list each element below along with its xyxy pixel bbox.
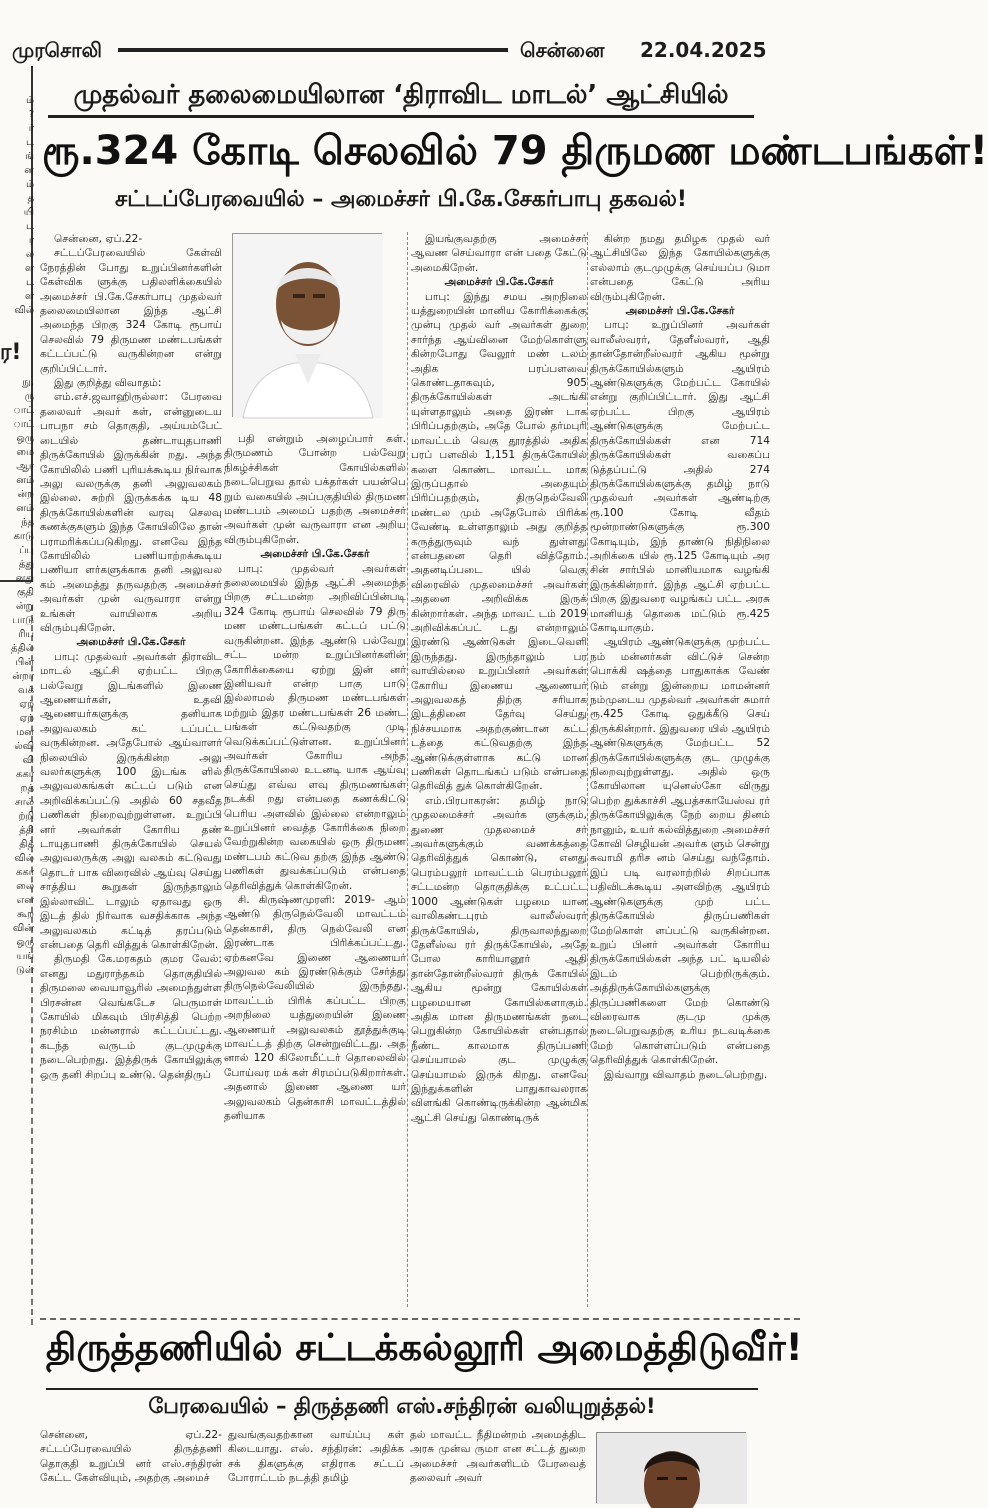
speaker-name: அமைச்சர் பி.கே.சேகர் bbox=[76, 636, 186, 649]
story-headline: ரூ.324 கோடி செலவில் 79 திருமண மண்டபங்கள்! bbox=[42, 128, 988, 174]
speaker-name: அமைச்சர் பி.கே.சேகர் bbox=[625, 305, 735, 318]
adjacent-story-line: த்து bbox=[18, 559, 34, 570]
newspaper-name: முரசொலி bbox=[12, 38, 102, 62]
adjacent-story-line: டுள் bbox=[16, 965, 34, 976]
adjacent-story-line: ர bbox=[28, 235, 34, 246]
second-story-column-2: துவங்குவதற்கான வாய்ப்பு கள் கிடையாது. எஸ். சந்திரன்: அதிக்க சக் திகளுக்கு எதிராக சட்டப் போராட்டம் நடத்தி தமிழ் bbox=[228, 1429, 404, 1485]
adjacent-story-line: குதி bbox=[16, 587, 34, 598]
story-column-1 bbox=[40, 232, 222, 1305]
adjacent-story-line: ள bbox=[24, 291, 34, 302]
adjacent-story-line: ப்பு bbox=[19, 545, 34, 556]
adjacent-story-line: மன bbox=[16, 727, 34, 738]
adjacent-story-line: றத் bbox=[20, 783, 34, 794]
masthead-date: 22.04.2025 bbox=[640, 38, 767, 62]
paragraph: திருமதி கே.மரகதம் குமர வேல்: எனது மதுராந்தகம் தொகுதியில் திருமலை வையாவூரில் அமைந்துள்ள பிரசன்ன வெங்கடேச பெருமாள் கோயில் மிகவும் பிரசித்தி பெற்ற நரசிம்ம மன்னரால் கட்டப்பட்டது. கடந்த வருடம் குடமுழுக்கு நடைபெற்றது. இத்திருக் கோயிலுக்கு ஒரு தனி சிறப்பு உண்டு. தென்திருப் bbox=[40, 953, 222, 1081]
adjacent-story-line: ாட் bbox=[13, 405, 34, 416]
adjacent-story-line: ககா bbox=[15, 769, 34, 780]
paragraph: இவ்வாறு விவாதம் நடைபெற்றது. bbox=[604, 1068, 768, 1081]
story-column-3 bbox=[411, 232, 587, 1305]
adjacent-story-line: னம் bbox=[16, 475, 34, 486]
adjacent-story-line: னது bbox=[15, 573, 34, 584]
paragraph: சட்டப்பேரவையில் கேள்வி நேரத்தின் போது உறுப்பினர்களின் கேள்விக ளுக்கு பதிலளிக்கையில் அமைச்சர் பி.கே.சேகர்பாபு முதல்வர் தலைமையிலான இந்த ஆட்சி அமைந்த பிறகு 324 கோடி ரூபாய் செலவில் 79 திருமண மண்டபங்கள் கட்டப்பட்டு வருகின்றன என்று குறிப்பிட்டார். bbox=[40, 247, 222, 375]
adjacent-story-line: யி bbox=[23, 207, 34, 218]
second-story-photo bbox=[596, 1432, 746, 1503]
adjacent-story-line: வக் bbox=[18, 685, 34, 696]
adjacent-story-line: ல்வி bbox=[14, 741, 34, 752]
story-divider bbox=[40, 1318, 800, 1320]
adjacent-story-line: பின் bbox=[15, 657, 34, 668]
adjacent-story-line: ரிய bbox=[18, 629, 34, 640]
adjacent-story-line: ல bbox=[25, 249, 34, 260]
adjacent-story-line: ? bbox=[28, 109, 34, 120]
second-story-subheadline: பேரவையில் – திருத்தணி எஸ்.சந்திரன் வலியுறுத்தல்! bbox=[46, 1388, 758, 1421]
paragraph: சென்னை, ஏப்.22- bbox=[54, 233, 143, 245]
adjacent-story-text-bottom bbox=[0, 376, 34, 978]
portrait-image bbox=[597, 1433, 747, 1504]
adjacent-story-line: லை bbox=[16, 881, 34, 892]
adjacent-story-line: ட bbox=[26, 277, 34, 288]
adjacent-story-line: நு, bbox=[22, 377, 34, 388]
adjacent-story-headline-fragment: ர! bbox=[0, 340, 22, 365]
adjacent-story-line: மை bbox=[16, 447, 34, 458]
adjacent-story-line: ன்று bbox=[15, 601, 34, 612]
adjacent-story-line: சால் bbox=[14, 797, 34, 808]
adjacent-story-line: பாடு bbox=[12, 615, 34, 626]
paragraph: சி. கிருஷ்ணமுரளி: 2019- ஆம் ஆண்டு திருநெல்வேலி மாவட்டம் தென்காசி, திரு நெல்வேலி என இரண்டாக பிரிக்கப்பட்டது. ஏற்கனவே இணை ஆணையர் அலுவல கம் இரண்டுக்கும் சேர்த்து திருநெல்வேலியில் இருந்தது. மாவட்டம் பிரிக் கப்பட்ட பிறகு அறநிலை யத்துறையின் இணை ஆணையர் அலுவலகம் தூத்துக்குடி மாவட்டத் திற்கு சென்றுவிட்டது. அத னால் 120 கிலோமீட்டர் தொலைவில் போய்வர மக் கள் சிரமப்படுகிறார்கள். அதனால் இணை ஆணை யர் அலுவலகம் தென்காசி மாவட்டத்தில் தனியாக bbox=[224, 894, 406, 1123]
story-column-2 bbox=[224, 432, 406, 1305]
adjacent-story-line: வில் bbox=[14, 305, 34, 316]
adjacent-story-line: ன bbox=[24, 165, 34, 176]
adjacent-story-line: ஏற் bbox=[19, 713, 34, 724]
adjacent-story-line: ம் bbox=[25, 95, 34, 106]
paragraph: கின்ற நமது தமிழக முதல் வர் ஆட்சியிலே இந்த கோயில்களுக்கு எல்லாம் குடமுழுக்கு செய்யப்ப டுமா என்பதை கேட்டு அரிய விரும்புகிறேன். bbox=[590, 233, 770, 303]
adjacent-story-line: கூற bbox=[17, 909, 34, 920]
adjacent-story-line: த bbox=[27, 193, 34, 204]
adjacent-story-line: வி bbox=[22, 755, 34, 766]
adjacent-story-line: ரு bbox=[24, 391, 34, 402]
adjacent-story-line: ஒரு bbox=[16, 433, 34, 444]
paragraph: எம்.பிரபாகரன்: தமிழ் நாடு முதலமைச்சர் அவர்க ளுக்கும், துணை முதலமைச் சர் அவர்களுக்கும் வணக்கத்தை தெரிவித்துக் கொண்டு, எனது பெரம்பலூர் மாவட்டம் பெரம்பலூர் சட்டமன்ற தொகுதிக்கு உட்பட்ட 1000 ஆண்டுகள் பழமை யான வாலிகண்டபுரம் வாலீஸ்வரர் திருக்கோயில், திருவாலந்துறை தேளீஸ்வ ரர் திருக்கோயில், அதே போல காரியானூர் ஆதி தான்தோன்றீஸ்வரர் திருக் கோயில் ஆகிய மூன்று கோயில்கள் பழமையான கோயில்களாகும். அதிக மான திருமணங்கள் நடை பெறுகின்ற கோயில்கள் என்பதால் நீண்ட காலமாக திருப்பணி செய்யாமல் குட முழுக்கு செய்யாமல் இருக் கிறது. எனவே இந்துக்களின் பாதுகாவலராக விளங்கி கொண்டிருக்கின்ற ஆன்மிக ஆட்சி செய்து கொண்டிருக் bbox=[411, 794, 587, 1124]
adjacent-story-line: ள bbox=[24, 263, 34, 274]
speaker-name: அமைச்சர் பி.கே.சேகர் bbox=[260, 548, 370, 561]
paragraph: இயங்குவதற்கு அமைச்சர் ஆவண செய்வாரா என் பதை கேட்டு அமைகிறேன். bbox=[411, 233, 587, 274]
adjacent-story-line: ர் bbox=[28, 123, 34, 134]
adjacent-story-line: த்தில் bbox=[10, 643, 34, 654]
adjacent-story-line: காடு bbox=[13, 531, 34, 542]
adjacent-story-line: என bbox=[16, 895, 34, 906]
adjacent-story-line: னம் bbox=[16, 503, 34, 514]
second-story-column-3: தல் மாவட்ட நீதிமன்றம் அமைத்திட அரசு முன்வ ருமா என சட்டத் துறை அமைச்சர் அவர்களிடம் பேரவைத் தலைவர் அவர் bbox=[410, 1429, 586, 1485]
paragraph: பாபு: உறுப்பினர் அவர்கள் வாலீஸ்வரர், தேளீஸ்வரர், ஆதி தான்தோன்றீஸ்வரர் ஆகிய மூன்று திருக்கோயில்களும் ஆயிரம் ஆண்டுகளுக்கு மேற்பட்ட கோயில் என்று குறிப்பிட்டார். இது ஆட்சி ஏற்பட்ட பிறகு ஆயிரம் ஆண்டுகளுக்கு மேற்பட்ட திருக்கோயில்கள் என 714 திருக்கோயில்கள் வகைப்ப டுத்தப்பட்டு அதில் 274 திருக்கோயில்களுக்கு தமிழ் நாடு முதல்வர் அவர்கள் ஆண்டிற்கு ரூ.100 கோடி வீதம் மூன்றாண்டுகளுக்கு ரூ.300 கோடியும், இந் தாண்டு நிதிநிலை அறிக்கை யில் ரூ.125 கோடியும் அர சின் சார்பில் மானியமாக வழங்கி இருக்கின்றார். இந்த ஆட்சி ஏற்பட்ட பிறகு இதுவரை வழங்கப் பட்ட அரசு மானியத் தொகை மட்டும் ரூ.425 கோடியாகும். bbox=[590, 319, 770, 634]
adjacent-story-line: ஒரு bbox=[16, 937, 34, 948]
story-column-4 bbox=[590, 232, 770, 1305]
story-kicker: முதல்வர் தலைமையிலான ‘திராவிட மாடல்’ ஆட்சியில் bbox=[48, 80, 754, 118]
paragraph: பதி என்றும் அழைப்பார் கள். திருமணம் போன்ற பல்வேறு நிகழ்ச்சிகள் கோயில்களில் நடைபெறுவ தால் பக்தர்கள் பயன்பெ றும் வகையில் அப்பகுதியில் திருமண மண்டபம் அமைப் பதற்கு அமைச்சர் அவர்கள் முன் வருவாரா என அறிய விரும்புகிறேன். bbox=[224, 433, 406, 546]
portrait-image bbox=[233, 234, 383, 418]
paragraph: ஆயிரம் ஆண்டுகளுக்கு முற்பட்ட நம் மன்னர்கள் விட்டுச் சென்ற பொக்கி ஷத்தை பாதுகாக்க வேண் டும் என்று இன்றைய மாமன்னர் நம்முடைய முதல்வர் அவர்கள் சுமார் ரூ.425 கோடி ஒதுக்கீடு செய் திருக்கின்றார். இதுவரை யில் ஆயிரம் ஆண்டுகளுக்கு மேற்பட்ட 52 திருக்கோயில்களுக்கு குட முழுக்கு நிறைவுற்றுள்ளது. அதில் ஒரு கோயிலான யுனெஸ்கோ விருது பெற்ற துக்காச்சி ஆபத்சகாயேஸ்வ ரர் திருக்கோயிலுக்கு நேற் றைய தினம் நானும், உயர் கல்வித்துறை அமைச்சர் கோவி செழியன் அவர்க ளும் சென்று சுவாமி தரிச னம் செய்து வந்தோம். இப் படி வரலாற்றில் சிறப்பாக பதிவிடக்கூடிய அளவிற்கு ஆயிரம் ஆண்டுகளுக்கு முற் பட்ட திருக்கோயில் திருப்பணிகள் மேற்கொள் ளப்பட்டு வருகின்றன. உறுப் பினர் அவர்கள் கோரிய திருக்கோயில்கள் அந்த பட் டியலில் இடம் பெற்றிருக்கும். அத்திருக்கோயில்களுக்கு திருப்பணிகளை மேற் கொண்டு விரைவாக குடமு முக்கு நடைபெறுவதற்கு உரிய நடவடிக்கை மேற் கொள்ளப்படும் என்பதை தெரிவித்துக் கொள்கிறேன். bbox=[590, 636, 770, 1067]
adjacent-story-line: ன்ற bbox=[17, 489, 34, 500]
paragraph: பாபு: முதல்வர் அவர்கள் திராவிட மாடல் ஆட்சி ஏற்பட்ட பிறகு பல்வேறு இடங்களில் இணை ஆணையர்கள், உதவி ஆணையர்களுக்கு தனியாக அலுவலகம் கட் டப்பட்ட வருகின்றன. அதேபோல் ஆய்வாளர் நிலையில் இருக்கின்ற அலு வலர்களுக்கு 100 இடங்க ளில் அலுவலகங்கள் கட்டப் படும் என அறிவிக்கப்பட்டு அதில் 60 சதவீத பணிகள் நிறைவுற்றுள்ளன. உறுப்பி னர் அவர்கள் கோரிய தண் டாயுதபாணி திருக்கோயில் செயல் அலுவலருக்கு அலு வலகம் கட்டுவது தொடர் பாக விரைவில் ஆய்வு செய்து சாத்திய கூறுகள் இருந்தாலும் இல்லாவிட் டாலும் ஏதாவது ஒரு இடத் தில் நிர்வாக வசதிக்காக அந்த அலுவலகம் கட்டித் தரப்படும் என்பதை தெரி வித்துக் கொள்கிறேன். bbox=[40, 650, 222, 951]
second-story-column-1: சென்னை, ஏப்.22- சட்டப்பேரவையில் திருத்தணி தொகுதி உறுப்பி னர் எஸ்.சந்திரன் கேட்ட கேள்வியும், அதற்கு அமைச் bbox=[40, 1429, 222, 1485]
adjacent-story-line: ற்றி bbox=[18, 811, 34, 822]
adjacent-story-line: ந்த bbox=[21, 517, 34, 528]
masthead-city: சென்னை bbox=[520, 38, 605, 62]
adjacent-story-line: ட bbox=[26, 137, 34, 148]
adjacent-story-line: ங் bbox=[25, 151, 34, 162]
adjacent-story-line: ன்றா bbox=[12, 671, 34, 682]
adjacent-story-line: ஆர bbox=[16, 461, 34, 472]
column-separator bbox=[587, 232, 588, 1307]
adjacent-story-line: ட bbox=[26, 221, 34, 232]
paragraph: பாபு: இந்து சமய அறநிலை யத்துறையின் மானிய கோரிக்கைக்கு முன்பு முதல் வர் அவர்கள் துறை சார்ந்த ஆய்வினை மேற்கொள்ளு கின்றபோது வேலூர் மண் டலம் அதிக பரப்பளவை கொண்டதாகவும், 905 திருக்கோயில்கள் அடங்கி யுள்ளதாலும் அதை இரண் டாக பிரிப்பதற்கும், அதே போல் தர்மபுரி மாவட்டம் வெகு தூரத்தில் அதிக பரப் பளவில் 1,151 திருக்கோயில் களை கொண்ட மாவட்ட மாக இருப்பதால் அதையும் பிரிப்பதற்கும், திருநெல்வேலி மண்டல மும் அதேபோல் பிரிக்க வேண்டி உள்ளதாலும் அது குறித்த கருத்துருவும் வந் துள்ளது என்பதனை தெரி வித்தோம். அதனடிப்படை யில் வெகு விரைவில் முதலமைச்சர் அவர்கள் அதனை அறிவிக்க இருக் கின்றார்கள். அந்த மாவட் டம் 2019 அறிவிக்கப்பட் டது என்றாலும் இரண்டு ஆண்டுகள் இடைவெளி இருந்தது. இருந்தாலும் பர வாயில்லை உறுப்பினர் அவர்கள் கோரிய இணைய ஆணையர் அலுவலகத் திற்கு சரியாக இடத்தினை தேர்வு செய்து நிச்சயமாக அதற்குண்டான கட்ட டத்தை கட்டுவதற்கு இந்த ஆண்டுக்குள்ளாக கட்டு மான பணிகள் தொடங்கப் படும் என்பதை தெரிவித் துக் கொள்கிறேன். bbox=[411, 290, 587, 793]
masthead bbox=[0, 0, 800, 78]
adjacent-story-text-top bbox=[0, 94, 34, 318]
adjacent-story-line: தித் bbox=[19, 839, 34, 850]
adjacent-story-line: வின் bbox=[12, 923, 34, 934]
adjacent-story-fragment bbox=[0, 66, 34, 1503]
adjacent-story-line: யங் bbox=[16, 951, 34, 962]
minister-photo bbox=[232, 233, 382, 417]
adjacent-story-line: வில் bbox=[14, 853, 34, 864]
story-subheadline: சட்டப்பேரவையில் – அமைச்சர் பி.கே.சேகர்பாபு தகவல்! bbox=[115, 187, 687, 212]
second-story-headline: திருத்தணியில் சட்டக்கல்லூரி அமைத்திடுவீர்! bbox=[46, 1326, 803, 1369]
masthead-rule bbox=[118, 48, 508, 52]
adjacent-story-line: ககா bbox=[15, 867, 34, 878]
adjacent-story-line: ஏற் bbox=[19, 699, 34, 710]
paragraph: இது குறித்து விவாதம்: bbox=[54, 377, 162, 390]
column-separator bbox=[407, 232, 408, 1307]
adjacent-story-line: த்தி bbox=[19, 825, 34, 836]
paragraph: எம்.எச்.ஜவாஹிருல்லா: பேரவை தலைவர் அவர் கள், என்னுடைய பாபநா சம் தொகுதி, அய்யம்பேட் டையில் தண்டாயுதபாணி திருக்கோயில் இருக்கின் றது. அந்த கோயிலில் பணி புரியக்கூடிய நிர்வாக அலு வலருக்கு தனி அலுவலகம் இல்லை. சுற்றி இருக்கக்க டிய 48 திருக்கோயில்களின் வரவு செலவு கணக்குகளும் இந்த கோயிலிலே தான் பராமரிக்கப்படுகிறது. எனவே இந்த கோயிலில் பணியாற்றக்கூடிய பணியா ளர்களுக்காக தனி அலுவல கம் அமைத்து தருவதற்கு அமைச்சர் அவர்கள் முன் வருவாரா என்று உங்கள் வாயிலாக அறிய விரும்புகிறேன். bbox=[40, 391, 222, 634]
paragraph: பாபு: முதல்வர் அவர்கள் தலைமையில் இந்த ஆட்சி அமைந்த பிறகு சட்டமன்ற அறிவிப்பின்படி 324 கோடி ரூபாய் செலவில் 79 திரு மண மண்டபங்கள் கட்டப் பட்டு வருகின்றன. இந்த ஆண்டு பல்வேறு சட்ட மன்ற உறுப்பினர்களின் கோரிக்கையை ஏற்று இன் னர் இனியவர் என்ற பாகு பாடு இல்லாமல் திருமண மண்டபங்கள் மற்றும் இதர மண்டபங்கள் 26 மண்ட பங்கள் கட்டுவதற்கு முடி வெடுக்கப்பட்டுள்ளன. உறுப்பினர் அவர்கள் கோரிய அந்த திருக்கோயிலை உடனடி யாக ஆய்வு செய்து எவ்வ ளவு திருமணங்கள் நடக்கி றது என்பதை கணக்கிட்டு பெரிய அளவில் இல்லை என்றாலும் உறுப்பினர் வைத்த கோரிக்கை நிறை வேற்றுகின்ற வகையில் ஒரு திருமண மண்டபம் கட்டுவ தற்கு இந்த ஆண்டு பணிகள் துவக்கப்படும் என்பதை தெரிவித்துக் கொள்கிறேன். bbox=[224, 562, 406, 892]
adjacent-story-line: ம் bbox=[25, 179, 34, 190]
speaker-name: அமைச்சர் பி.கே.சேகர் bbox=[444, 276, 554, 289]
adjacent-story-line: ாட் bbox=[13, 419, 34, 430]
